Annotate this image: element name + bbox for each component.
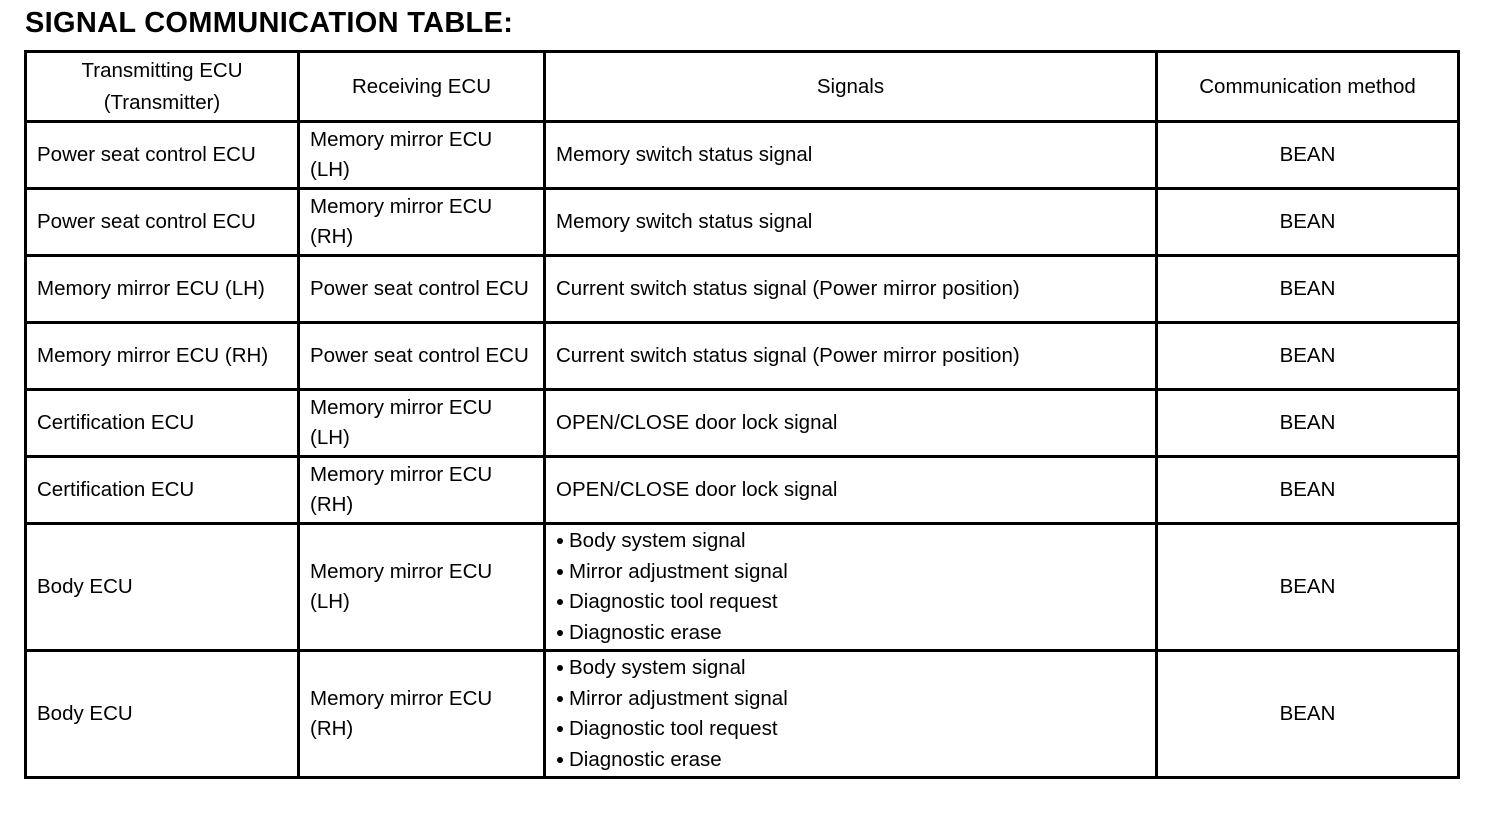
table-row (26, 323, 1459, 390)
header-signals: Signals (545, 52, 1157, 122)
receiver-cell: Power seat control ECU (299, 323, 545, 390)
table-row (26, 122, 1459, 189)
header-transmitting-line2: (Transmitter) (103, 90, 221, 114)
signal-list-cell (545, 651, 1157, 778)
transmitter-cell: Memory mirror ECU (RH) (26, 323, 299, 390)
page-title: SIGNAL COMMUNICATION TABLE: (25, 7, 514, 39)
method-cell: BEAN (1157, 323, 1459, 390)
transmitter-cell: Body ECU (26, 524, 299, 651)
receiver-cell: Memory mirror ECU (RH) (299, 189, 545, 256)
signal-list-item: Diagnostic erase (556, 618, 1145, 649)
signal-list-item: Diagnostic tool request (556, 587, 1145, 618)
signal-cell: OPEN/CLOSE door lock signal (545, 390, 1157, 457)
transmitter-cell: Certification ECU (26, 457, 299, 524)
header-communication-method: Communication method (1157, 52, 1459, 122)
signal-list-cell (545, 524, 1157, 651)
transmitter-cell: Body ECU (26, 651, 299, 778)
receiver-cell: Memory mirror ECU (LH) (299, 122, 545, 189)
receiver-cell: Memory mirror ECU (LH) (299, 390, 545, 457)
signal-list-item: Mirror adjustment signal (556, 557, 1145, 588)
method-cell: BEAN (1157, 651, 1459, 778)
table-header-row (26, 52, 1459, 122)
table-row (26, 524, 1459, 651)
signal-list-item: Body system signal (556, 526, 1145, 557)
method-cell: BEAN (1157, 256, 1459, 323)
signal-cell: Memory switch status signal (545, 122, 1157, 189)
method-cell: BEAN (1157, 189, 1459, 256)
header-receiving-ecu: Receiving ECU (299, 52, 545, 122)
header-transmitting-ecu (26, 52, 299, 122)
receiver-cell: Memory mirror ECU (LH) (299, 524, 545, 651)
transmitter-cell: Power seat control ECU (26, 189, 299, 256)
signal-list-item: Mirror adjustment signal (556, 684, 1145, 715)
table-row (26, 390, 1459, 457)
table-row (26, 256, 1459, 323)
transmitter-cell: Power seat control ECU (26, 122, 299, 189)
receiver-cell: Memory mirror ECU (RH) (299, 651, 545, 778)
table-row (26, 189, 1459, 256)
signal-list-item: Diagnostic tool request (556, 714, 1145, 745)
table-row (26, 457, 1459, 524)
signal-list-item: Diagnostic erase (556, 745, 1145, 776)
signal-cell: Memory switch status signal (545, 189, 1157, 256)
method-cell: BEAN (1157, 524, 1459, 651)
receiver-cell: Power seat control ECU (299, 256, 545, 323)
signal-cell: Current switch status signal (Power mirror position) (545, 323, 1157, 390)
transmitter-cell: Memory mirror ECU (LH) (26, 256, 299, 323)
signal-list (556, 653, 1145, 775)
method-cell: BEAN (1157, 457, 1459, 524)
method-cell: BEAN (1157, 122, 1459, 189)
signal-list-item: Body system signal (556, 653, 1145, 684)
signal-list (556, 526, 1145, 648)
method-cell: BEAN (1157, 390, 1459, 457)
signal-cell: OPEN/CLOSE door lock signal (545, 457, 1157, 524)
table-row (26, 651, 1459, 778)
signal-cell: Current switch status signal (Power mirror position) (545, 256, 1157, 323)
transmitter-cell: Certification ECU (26, 390, 299, 457)
signal-communication-table (24, 50, 1460, 779)
header-transmitting-line1: Transmitting ECU (81, 58, 243, 82)
receiver-cell: Memory mirror ECU (RH) (299, 457, 545, 524)
